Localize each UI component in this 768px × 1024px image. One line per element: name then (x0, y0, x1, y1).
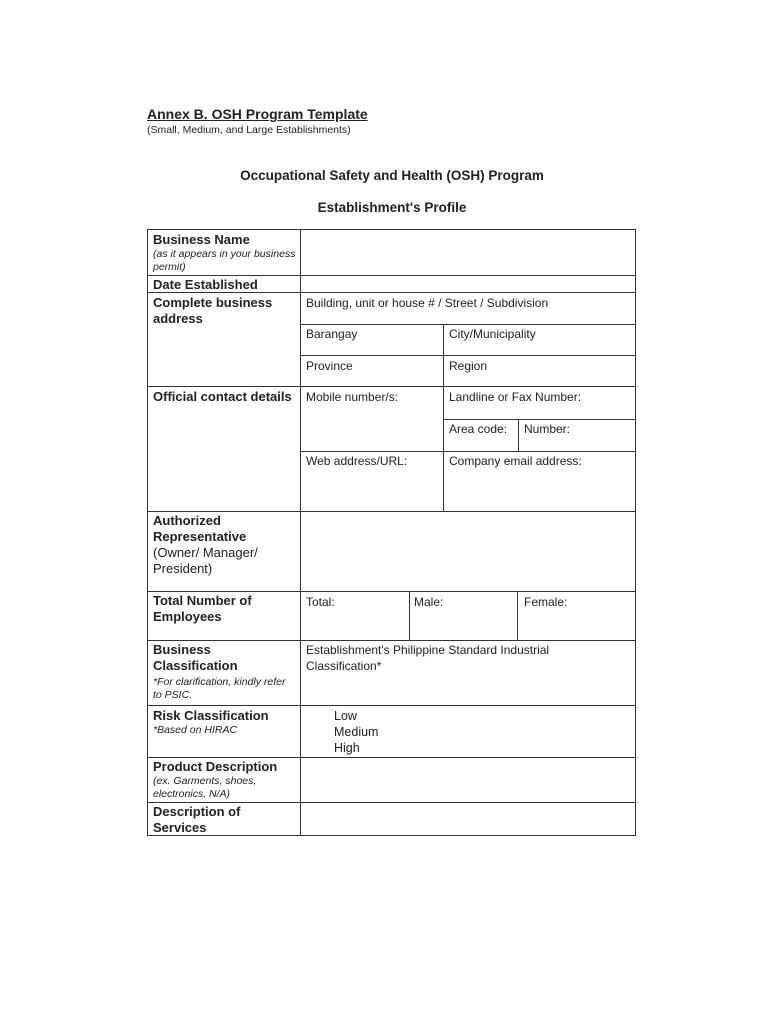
cell-divider (409, 591, 410, 640)
services-label: Description of Services (153, 804, 241, 835)
risk-label-text: Risk Classification (153, 708, 269, 723)
employees-female-field[interactable]: Female: (524, 595, 568, 609)
risk-options (334, 708, 534, 756)
representative-note: (Owner/ Manager/ President) (153, 545, 258, 576)
row-divider (148, 386, 635, 387)
row-divider (148, 591, 635, 592)
street-field[interactable]: Building, unit or house # / Street / Subdivision (306, 296, 549, 310)
email-field[interactable]: Company email address: (449, 454, 582, 468)
business-name-label (153, 232, 296, 273)
contact-label: Official contact details (153, 389, 292, 404)
representative-label (153, 513, 296, 577)
product-note: (ex. Garments, shoes, electronics, N/A) (153, 775, 257, 800)
city-field[interactable]: City/Municipality (449, 327, 536, 341)
date-established-label: Date Established (153, 277, 258, 292)
risk-label (153, 708, 296, 737)
business-classification-label-text: Business Classification (153, 642, 238, 673)
business-name-label-text: Business Name (153, 232, 250, 247)
risk-option-high[interactable]: High (334, 741, 360, 755)
cell-divider (443, 324, 444, 386)
services-field[interactable] (301, 803, 635, 835)
employees-male-field[interactable]: Male: (414, 595, 444, 609)
landline-field[interactable]: Landline or Fax Number: (449, 390, 582, 404)
barangay-field[interactable]: Barangay (306, 327, 358, 341)
province-field[interactable]: Province (306, 359, 353, 373)
cell-divider (443, 419, 635, 420)
annex-subtitle: (Small, Medium, and Large Establishments) (147, 124, 351, 136)
web-address-field[interactable]: Web address/URL: (306, 454, 408, 468)
cell-divider (300, 355, 635, 356)
row-divider (148, 640, 635, 641)
business-name-note: (as it appears in your business permit) (153, 248, 296, 273)
number-field[interactable]: Number: (524, 422, 571, 436)
cell-divider (300, 324, 635, 325)
profile-title: Establishment's Profile (317, 200, 467, 215)
product-label (153, 759, 296, 800)
annex-title: Annex B. OSH Program Template (147, 106, 368, 122)
psic-field[interactable]: Establishment's Philippine Standard Industrial Classification* (306, 643, 550, 673)
risk-option-low[interactable]: Low (334, 709, 357, 723)
business-classification-note: *For clarification, kindly refer to PSIC. (153, 676, 286, 701)
business-classification-label (153, 642, 296, 701)
product-label-text: Product Description (153, 759, 278, 774)
employees-label: Total Number of Employees (153, 593, 252, 624)
risk-note: *Based on HIRAC (153, 724, 238, 736)
cell-divider (517, 591, 518, 640)
region-field[interactable]: Region (449, 359, 488, 373)
address-label: Complete business address (153, 295, 273, 326)
area-code-field[interactable]: Area code: (449, 422, 508, 436)
cell-divider (300, 451, 635, 452)
date-established-field[interactable] (301, 276, 635, 292)
employees-total-field[interactable]: Total: (306, 595, 335, 609)
cell-divider (443, 386, 444, 511)
row-divider (148, 705, 635, 706)
risk-option-medium[interactable]: Medium (334, 725, 379, 739)
product-field[interactable] (301, 758, 635, 802)
mobile-field[interactable]: Mobile number/s: (306, 390, 399, 404)
establishment-profile-form (147, 229, 636, 836)
program-title: Occupational Safety and Health (OSH) Program (240, 168, 544, 183)
representative-field[interactable] (301, 512, 635, 591)
business-name-field[interactable] (301, 230, 635, 275)
cell-divider (518, 419, 519, 451)
representative-label-text: Authorized Representative (153, 513, 247, 544)
